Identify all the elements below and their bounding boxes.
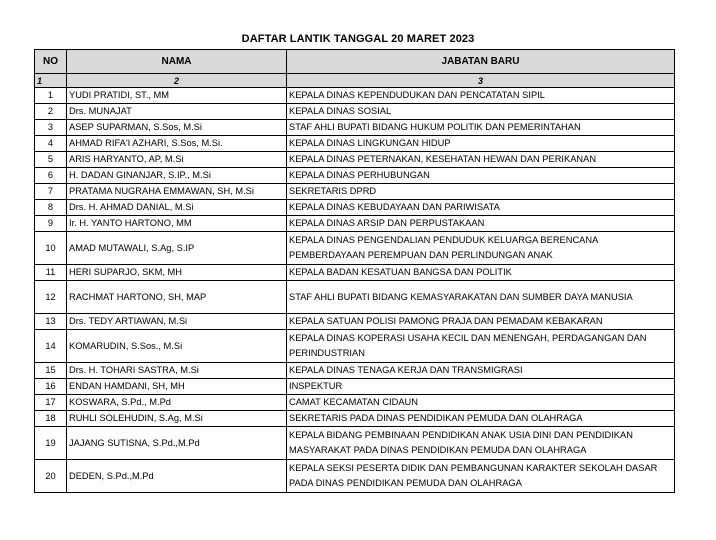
table-row <box>35 330 675 363</box>
row-number: 6 <box>35 168 67 184</box>
row-number: 13 <box>35 314 67 330</box>
row-number: 10 <box>35 232 67 265</box>
row-jabatan: KEPALA DINAS LINGKUNGAN HIDUP <box>287 136 675 152</box>
row-number: 1 <box>35 88 67 104</box>
row-jabatan: SEKRETARIS DPRD <box>287 184 675 200</box>
row-nama: AMAD MUTAWALI, S.Ag, S.IP <box>67 232 287 265</box>
subheader-no: 1 <box>35 74 67 88</box>
row-number: 12 <box>35 281 67 314</box>
row-number: 16 <box>35 379 67 395</box>
table-row <box>35 120 675 136</box>
row-number: 17 <box>35 395 67 411</box>
table-row <box>35 104 675 120</box>
table-row <box>35 395 675 411</box>
row-jabatan: KEPALA DINAS ARSIP DAN PERPUSTAKAAN <box>287 216 675 232</box>
row-number: 5 <box>35 152 67 168</box>
table-row <box>35 379 675 395</box>
row-jabatan: KEPALA BADAN KESATUAN BANGSA DAN POLITIK <box>287 265 675 281</box>
row-nama: JAJANG SUTISNA, S.Pd.,M.Pd <box>67 427 287 460</box>
header-nama: NAMA <box>67 50 287 74</box>
row-number: 19 <box>35 427 67 460</box>
row-number: 3 <box>35 120 67 136</box>
table-row <box>35 281 675 314</box>
row-number: 4 <box>35 136 67 152</box>
table-row <box>35 411 675 427</box>
row-nama: RUHLI SOLEHUDIN, S.Ag, M.Si <box>67 411 287 427</box>
row-number: 7 <box>35 184 67 200</box>
row-number: 2 <box>35 104 67 120</box>
row-nama: Drs. H. AHMAD DANIAL, M.Si <box>67 200 287 216</box>
row-nama: Drs. MUNAJAT <box>67 104 287 120</box>
row-nama: ASEP SUPARMAN, S.Sos, M.Si <box>67 120 287 136</box>
row-nama: H. DADAN GINANJAR, S.IP., M.Si <box>67 168 287 184</box>
row-nama: Drs. TEDY ARTIAWAN, M.Si <box>67 314 287 330</box>
row-number: 14 <box>35 330 67 363</box>
row-nama: Ir. H. YANTO HARTONO, MM <box>67 216 287 232</box>
row-number: 11 <box>35 265 67 281</box>
table-row <box>35 184 675 200</box>
row-jabatan: KEPALA DINAS TENAGA KERJA DAN TRANSMIGRASI <box>287 363 675 379</box>
header-jabatan: JABATAN BARU <box>287 50 675 74</box>
header-no: NO <box>35 50 67 74</box>
row-jabatan: INSPEKTUR <box>287 379 675 395</box>
row-number: 15 <box>35 363 67 379</box>
table-row <box>35 200 675 216</box>
row-nama: AHMAD RIFA'I AZHARI, S.Sos, M.Si. <box>67 136 287 152</box>
row-number: 20 <box>35 460 67 493</box>
row-number: 18 <box>35 411 67 427</box>
table-row <box>35 427 675 460</box>
row-nama: ENDAN HAMDANI, SH, MH <box>67 379 287 395</box>
table-row <box>35 363 675 379</box>
table-row <box>35 216 675 232</box>
row-nama: KOMARUDIN, S.Sos., M.Si <box>67 330 287 363</box>
row-jabatan: KEPALA SATUAN POLISI PAMONG PRAJA DAN PEMADAM KEBAKARAN <box>287 314 675 330</box>
document-title: DAFTAR LANTIK TANGGAL 20 MARET 2023 <box>241 33 475 45</box>
table-row <box>35 265 675 281</box>
table-row <box>35 314 675 330</box>
table-row <box>35 152 675 168</box>
table-row <box>35 232 675 265</box>
row-jabatan: KEPALA BIDANG PEMBINAAN PENDIDIKAN ANAK USIA DINI DAN PENDIDIKAN MASYARAKAT PADA DINAS PENDIDIKAN PEMUDA DAN OLAHRAGA <box>287 427 675 460</box>
row-jabatan: STAF AHLI BUPATI BIDANG KEMASYARAKATAN DAN SUMBER DAYA MANUSIA <box>287 281 675 314</box>
row-nama: Drs. H. TOHARI SASTRA, M.Si <box>67 363 287 379</box>
row-jabatan: SEKRETARIS PADA DINAS PENDIDIKAN PEMUDA DAN OLAHRAGA <box>287 411 675 427</box>
subheader-jabatan: 3 <box>287 74 675 88</box>
row-jabatan: CAMAT KECAMATAN CIDAUN <box>287 395 675 411</box>
row-jabatan: KEPALA SEKSI PESERTA DIDIK DAN PEMBANGUNAN KARAKTER SEKOLAH DASAR PADA DINAS PENDIDIKAN PEMUDA DAN OLAHRAGA <box>287 460 675 493</box>
inauguration-table <box>34 49 675 493</box>
table-row <box>35 88 675 104</box>
row-jabatan: KEPALA DINAS KOPERASI USAHA KECIL DAN MENENGAH, PERDAGANGAN DAN PERINDUSTRIAN <box>287 330 675 363</box>
row-nama: KOSWARA, S.Pd., M.Pd <box>67 395 287 411</box>
table-row <box>35 168 675 184</box>
row-jabatan: KEPALA DINAS PERHUBUNGAN <box>287 168 675 184</box>
subheader-nama: 2 <box>67 74 287 88</box>
row-jabatan: KEPALA DINAS PETERNAKAN, KESEHATAN HEWAN DAN PERIKANAN <box>287 152 675 168</box>
row-jabatan: STAF AHLI BUPATI BIDANG HUKUM POLITIK DAN PEMERINTAHAN <box>287 120 675 136</box>
row-nama: HERI SUPARJO, SKM, MH <box>67 265 287 281</box>
row-number: 9 <box>35 216 67 232</box>
table-row <box>35 460 675 493</box>
table-row <box>35 136 675 152</box>
row-nama: ARIS HARYANTO, AP, M.Si <box>67 152 287 168</box>
row-jabatan: KEPALA DINAS KEPENDUDUKAN DAN PENCATATAN SIPIL <box>287 88 675 104</box>
row-nama: RACHMAT HARTONO, SH, MAP <box>67 281 287 314</box>
row-jabatan: KEPALA DINAS SOSIAL <box>287 104 675 120</box>
row-nama: PRATAMA NUGRAHA EMMAWAN, SH, M.Si <box>67 184 287 200</box>
row-number: 8 <box>35 200 67 216</box>
row-jabatan: KEPALA DINAS KEBUDAYAAN DAN PARIWISATA <box>287 200 675 216</box>
row-jabatan: KEPALA DINAS PENGENDALIAN PENDUDUK KELUARGA BERENCANA PEMBERDAYAAN PEREMPUAN DAN PERLINDUNGAN ANAK <box>287 232 675 265</box>
row-nama: DEDEN, S.Pd.,M.Pd <box>67 460 287 493</box>
row-nama: YUDI PRATIDI, ST., MM <box>67 88 287 104</box>
